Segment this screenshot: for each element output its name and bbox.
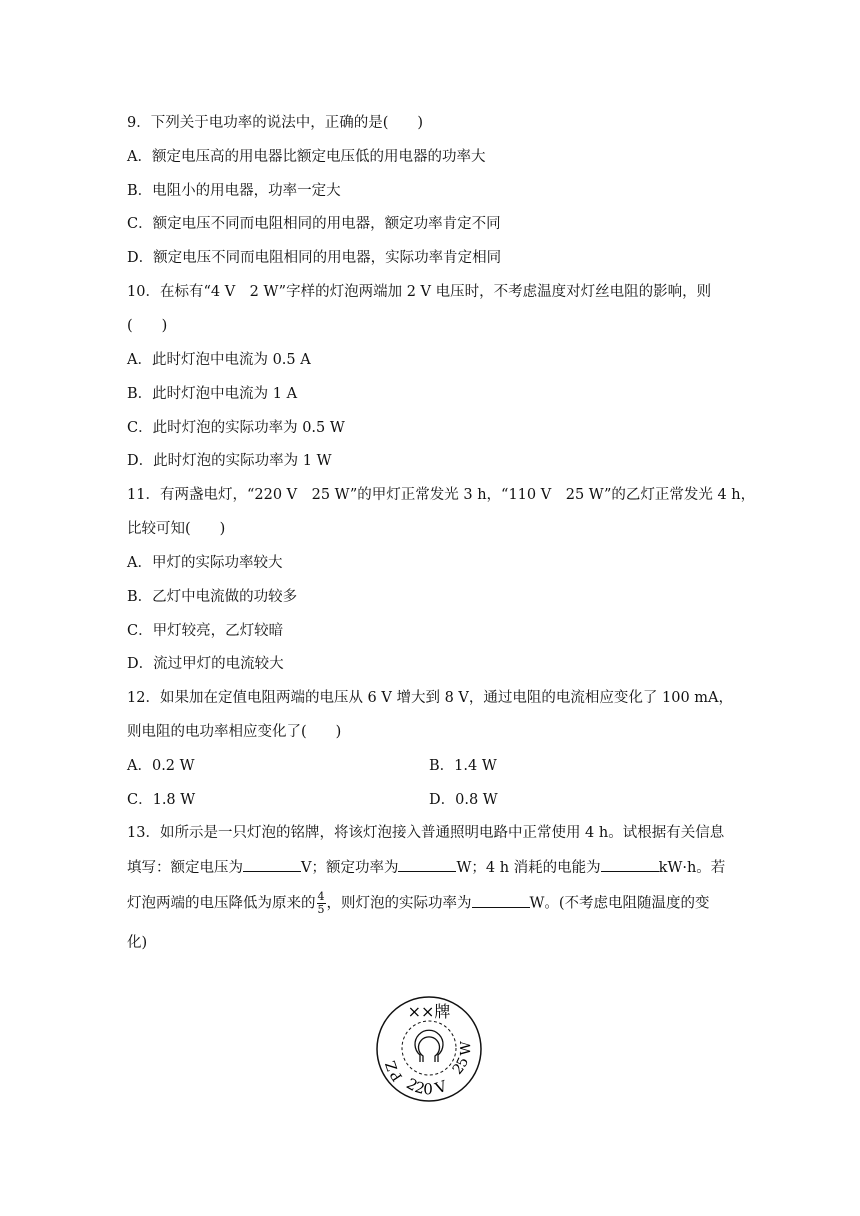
q12-option-a: A．0.2 W (127, 758, 195, 774)
q11-option-b: B．乙灯中电流做的功较多 (127, 589, 298, 605)
q11-option-a: A．甲灯的实际功率较大 (127, 555, 283, 571)
q13-line3 (127, 891, 710, 916)
nameplate-dashed-ring (402, 1021, 456, 1075)
energy-blank[interactable] (601, 857, 659, 872)
q11-option-d: D．流过甲灯的电流较大 (127, 656, 284, 672)
nameplate-model: PZ (382, 1058, 407, 1084)
q13-line1: 13．如所示是一只灯泡的铭牌，将该灯泡接入普通照明电路中正常使用 4 h。试根据有关信息 (127, 825, 725, 841)
rated-voltage-blank[interactable] (243, 857, 301, 872)
q10-option-a: A．此时灯泡中电流为 0.5 A (127, 352, 311, 368)
nameplate-voltage-text (403, 1075, 450, 1099)
q13-line2-d: kW·h。若 (658, 860, 726, 876)
q10-option-c: C．此时灯泡的实际功率为 0.5 W (127, 420, 345, 436)
q13-line3-b: ，则灯泡的实际功率为 (326, 895, 472, 912)
q11-option-c: C．甲灯较亮，乙灯较暗 (127, 623, 284, 639)
q9-stem: 9．下列关于电功率的说法中，正确的是( ) (127, 115, 424, 131)
q12-option-c: C．1.8 W (127, 792, 196, 808)
q13-line2-b: V；额定功率为 (301, 860, 399, 876)
rated-power-blank[interactable] (398, 857, 456, 872)
q12-stem-line1: 12．如果加在定值电阻两端的电压从 6 V 增大到 8 V，通过电阻的电流相应变化了 100 mA， (127, 690, 734, 706)
q13-line3-a: 灯泡两端的电压降低为原来的 (127, 895, 316, 912)
nameplate-voltage: 220 V (403, 1074, 450, 1099)
q11-stem-line2: 比较可知( ) (127, 521, 226, 537)
lamp-nameplate-figure (373, 993, 485, 1105)
nameplate-model-text (383, 1059, 406, 1084)
actual-power-blank[interactable] (472, 893, 530, 908)
q13-line3-c: W。(不考虑电阻随温度的变 (529, 895, 710, 912)
q11-stem-line1: 11．有两盏电灯，“220 V 25 W”的甲灯正常发光 3 h，“110 V 25 W”的乙灯正常发光 4 h， (127, 487, 756, 503)
q10-option-b: B．此时灯泡中电流为 1 A (127, 386, 298, 402)
q12-option-b: B．1.4 W (429, 758, 497, 774)
q12-stem-line2: 则电阻的电功率相应变化了( ) (127, 724, 342, 740)
q9-option-a: A．额定电压高的用电器比额定电压低的用电器的功率大 (127, 149, 486, 165)
fraction-denominator: 5 (317, 903, 325, 916)
q9-option-b: B．电阻小的用电器，功率一定大 (127, 183, 341, 199)
q13-line2-c: W；4 h 消耗的电能为 (456, 860, 601, 876)
q10-stem-line2: ( ) (127, 318, 168, 334)
four-fifths-fraction (317, 891, 326, 916)
q13-line2-a: 填写：额定电压为 (127, 860, 243, 876)
nameplate-brand: ××牌 (407, 1002, 451, 1021)
bulb-icon (415, 1030, 443, 1062)
q10-stem-line1: 10．在标有“4 V 2 W”字样的灯泡两端加 2 V 电压时，不考虑温度对灯丝电阻的影响，则 (127, 284, 712, 300)
fraction-numerator: 4 (317, 890, 325, 903)
q9-option-c: C．额定电压不同而电阻相同的用电器，额定功率肯定不同 (127, 216, 501, 232)
q12-option-d: D．0.8 W (429, 792, 498, 808)
q13-line2 (127, 857, 725, 878)
q9-option-d: D．额定电压不同而电阻相同的用电器，实际功率肯定相同 (127, 250, 502, 266)
q13-line4: 化) (127, 935, 148, 951)
q10-option-d: D．此时灯泡的实际功率为 1 W (127, 453, 332, 469)
nameplate-power: 25 W (449, 1041, 475, 1078)
